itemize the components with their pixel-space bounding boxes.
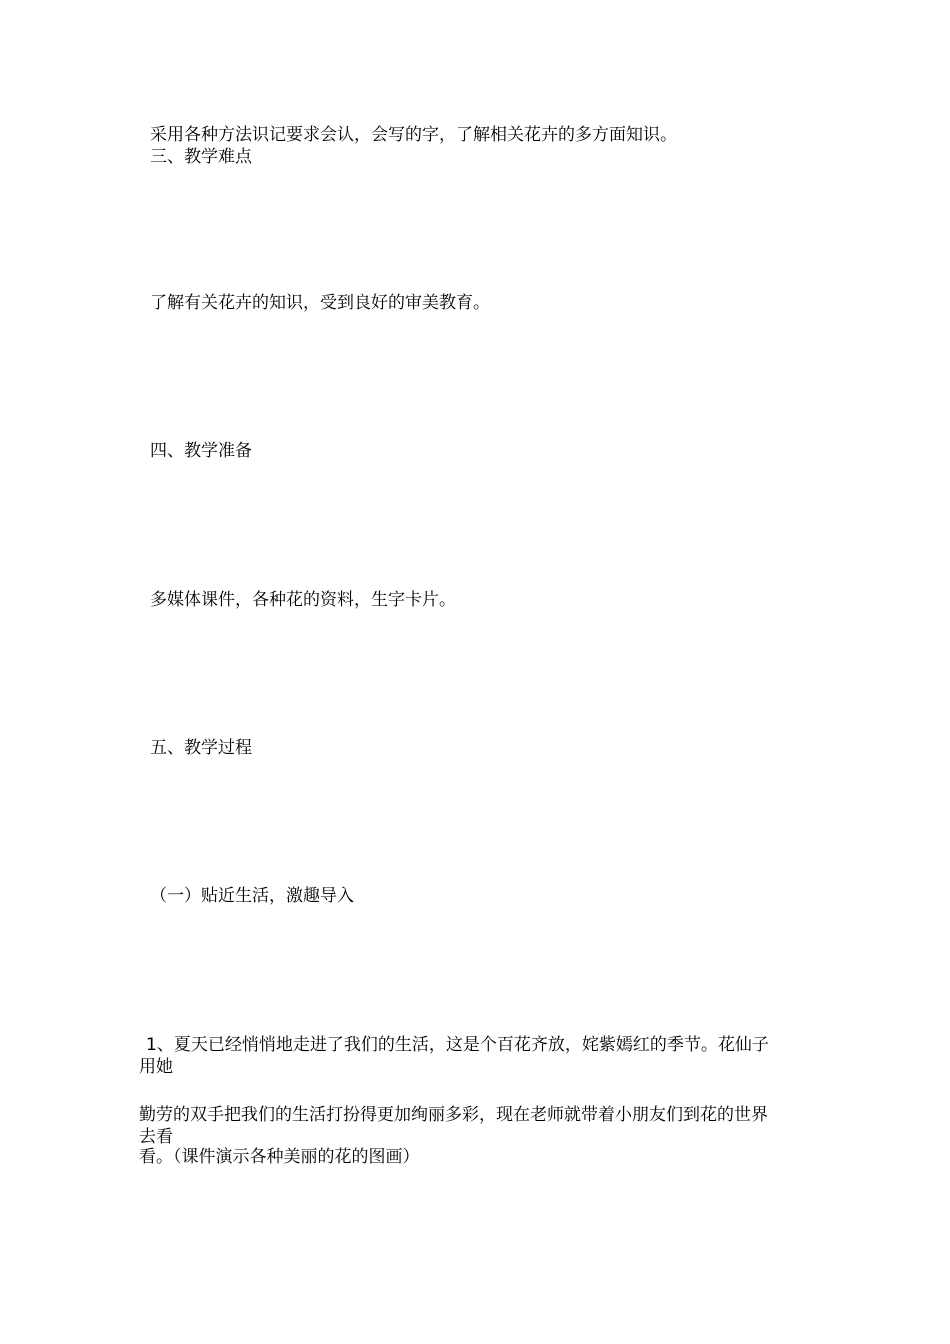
paragraph-difficulty-text: 了解有关花卉的知识，受到良好的审美教育。 bbox=[150, 293, 490, 313]
paragraph-step-1-line-2: 用她 bbox=[139, 1057, 173, 1077]
paragraph-step-1-line-3: 勤劳的双手把我们的生活打扮得更加绚丽多彩，现在老师就带着小朋友们到花的世界 bbox=[139, 1105, 768, 1125]
heading-teaching-preparation: 四、教学准备 bbox=[150, 441, 252, 461]
paragraph-step-1-line-4: 去看 bbox=[139, 1127, 173, 1147]
paragraph-key-point-text: 采用各种方法识记要求会认，会写的字，了解相关花卉的多方面知识。 bbox=[150, 125, 677, 145]
paragraph-step-1-line-5: 看。（课件演示各种美丽的花的图画） bbox=[139, 1147, 420, 1167]
paragraph-preparation-text: 多媒体课件，各种花的资料，生字卡片。 bbox=[150, 590, 456, 610]
heading-teaching-difficulty: 三、教学难点 bbox=[150, 147, 252, 167]
paragraph-step-1-line-1: 1、夏天已经悄悄地走进了我们的生活，这是个百花齐放，姹紫嫣红的季节。花仙子 bbox=[146, 1035, 769, 1055]
heading-teaching-process: 五、教学过程 bbox=[150, 738, 252, 758]
subheading-intro: （一）贴近生活，激趣导入 bbox=[150, 886, 354, 906]
